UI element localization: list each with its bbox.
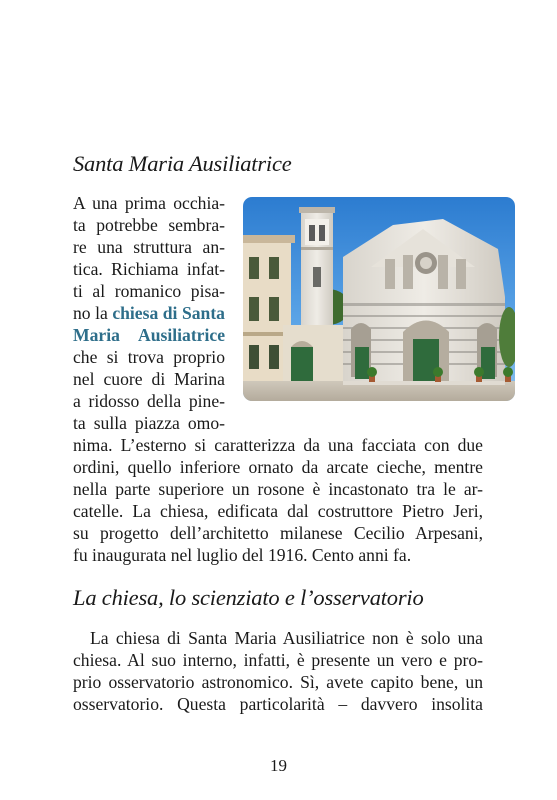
church-photo	[243, 197, 515, 401]
paragraph-line	[73, 324, 225, 346]
paragraph-line: chiesa. Al suo interno, infatti, è presente un vero e pro-	[73, 650, 483, 670]
section-title: La chiesa, lo scienziato e l’osservatorio	[73, 585, 424, 610]
paragraph-line: re una struttura an-	[73, 237, 225, 257]
paragraph-line: ta potrebbe sembra-	[73, 215, 225, 235]
paragraph-line: A una prima occhia-	[73, 193, 225, 213]
paragraph-line: ti al romanico pisa-	[73, 281, 225, 301]
church-link[interactable]: chiesa di Santa	[112, 303, 225, 323]
paragraph-line: nima. L’esterno si caratterizza da una facciata con due	[73, 435, 483, 455]
paragraph-line	[73, 302, 225, 324]
paragraph-line: su progetto dell’architetto milanese Cecilio Arpesani,	[73, 523, 483, 543]
paragraph-line: tica. Richiama infat-	[73, 259, 225, 279]
paragraph-line: ordini, quello inferiore ornato da arcate cieche, mentre	[73, 457, 483, 477]
paragraph-line: che si trova proprio	[73, 347, 225, 367]
paragraph-line: catelle. La chiesa, edificata dal costruttore Pietro Jeri,	[73, 501, 483, 521]
paragraph-line: prio osservatorio astronomico. Sì, avete capito bene, un	[73, 672, 483, 692]
paragraph-line: nel cuore di Marina	[73, 369, 225, 389]
paragraph-line: La chiesa di Santa Maria Ausiliatrice non è solo una	[90, 628, 483, 648]
paragraph-text: no la	[73, 303, 108, 323]
paragraph-line: osservatorio. Questa particolarità – davvero insolita	[73, 694, 483, 714]
section-title: Santa Maria Ausiliatrice	[73, 151, 292, 176]
paragraph-line: a ridosso della pine-	[73, 391, 225, 411]
paragraph-line: ta sulla piazza omo-	[73, 413, 225, 433]
paragraph-line: fu inaugurata nel luglio del 1916. Cento anni fa.	[73, 545, 412, 565]
paragraph-line: nella parte superiore un rosone è incastonato tra le ar-	[73, 479, 483, 499]
page-number: 19	[270, 756, 287, 775]
church-link-continued[interactable]: Maria Ausiliatrice	[73, 325, 225, 345]
